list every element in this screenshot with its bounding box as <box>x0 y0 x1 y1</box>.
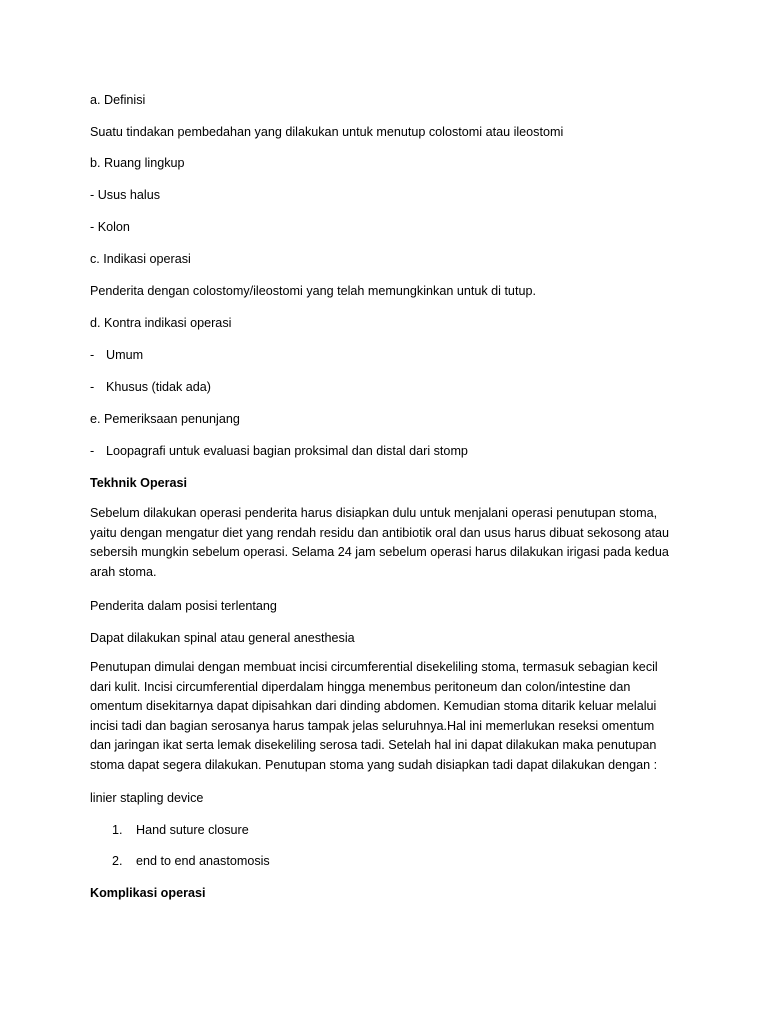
kontra-item-text: Umum <box>106 348 144 362</box>
paragraph-line: stoma dapat segera dilakukan. Penutupan stoma yang sudah disiapkan tadi dapat dilakukan dengan : <box>90 757 658 772</box>
indikasi-text: Penderita dengan colostomy/ileostomi yang telah memungkinkan untuk di tutup. <box>90 284 536 298</box>
ruang-item-usus-halus: - Usus halus <box>90 188 160 202</box>
dash-marker: - <box>90 380 95 394</box>
teknik-paragraph <box>90 504 690 582</box>
heading-indikasi-operasi: c. Indikasi operasi <box>90 252 191 266</box>
heading-kontra-indikasi: d. Kontra indikasi operasi <box>90 316 232 330</box>
penutupan-paragraph <box>90 658 690 776</box>
closure-item-text: end to end anastomosis <box>136 854 270 868</box>
penunjang-item-loopagrafi <box>90 443 468 459</box>
heading-definisi: a. Definisi <box>90 93 146 107</box>
dash-marker: - <box>90 348 95 362</box>
kontra-item-text: Khusus (tidak ada) <box>106 380 212 394</box>
paragraph-line: sebersih mungkin sebelum operasi. Selama 24 jam sebelum operasi harus dilakukan irigasi pada kedua <box>90 545 669 560</box>
list-number: 2. <box>112 854 123 868</box>
anestesi-text: Dapat dilakukan spinal atau general anesthesia <box>90 631 355 645</box>
paragraph-line: incisi tadi dan bagian serosanya harus tampak jelas seluruhnya.Hal ini memerlukan reseksi omentum <box>90 718 655 733</box>
paragraph-line: omentum disekitarnya dapat dipisahkan dari dinding abdomen. Kemudian stoma ditarik keluar melalui <box>90 699 657 714</box>
paragraph-line: arah stoma. <box>90 564 157 579</box>
paragraph-line: yaitu dengan mengatur diet yang rendah residu dan antibiotik oral dan usus harus dibuat sekosong atau <box>90 525 670 540</box>
closure-item-hand-suture <box>112 822 249 838</box>
posisi-text: Penderita dalam posisi terlentang <box>90 599 277 613</box>
heading-pemeriksaan-penunjang: e. Pemeriksaan penunjang <box>90 412 240 426</box>
kontra-item-umum <box>90 347 143 363</box>
dash-marker: - <box>90 444 95 458</box>
paragraph-line: Penutupan dimulai dengan membuat incisi circumferential disekeliling stoma, termasuk sebagian kecil <box>90 660 658 674</box>
closure-item-end-to-end <box>112 853 270 869</box>
section-title-tekhnik-operasi: Tekhnik Operasi <box>90 476 188 490</box>
ruang-item-kolon: - Kolon <box>90 220 130 234</box>
paragraph-line: dan jaringan ikat serta lemak disekeliling serosa tadi. Setelah hal ini dapat dilakukan maka penutupan <box>90 738 657 753</box>
heading-ruang-lingkup: b. Ruang lingkup <box>90 156 185 170</box>
closure-item-text: Hand suture closure <box>136 823 249 837</box>
list-number: 1. <box>112 823 123 837</box>
section-title-komplikasi-operasi: Komplikasi operasi <box>90 886 206 900</box>
paragraph-line: dari kulit. Incisi circumferential diperdalam hingga menembus peritoneum dan colon/intestine dan <box>90 679 631 694</box>
definisi-text: Suatu tindakan pembedahan yang dilakukan untuk menutup colostomi atau ileostomi <box>90 125 564 139</box>
kontra-item-khusus <box>90 379 211 395</box>
penunjang-item-text: Loopagrafi untuk evaluasi bagian proksimal dan distal dari stomp <box>106 444 468 458</box>
paragraph-line: Sebelum dilakukan operasi penderita harus disiapkan dulu untuk menjalani operasi penutupan stoma, <box>90 506 658 520</box>
stapling-text: linier stapling device <box>90 791 204 805</box>
